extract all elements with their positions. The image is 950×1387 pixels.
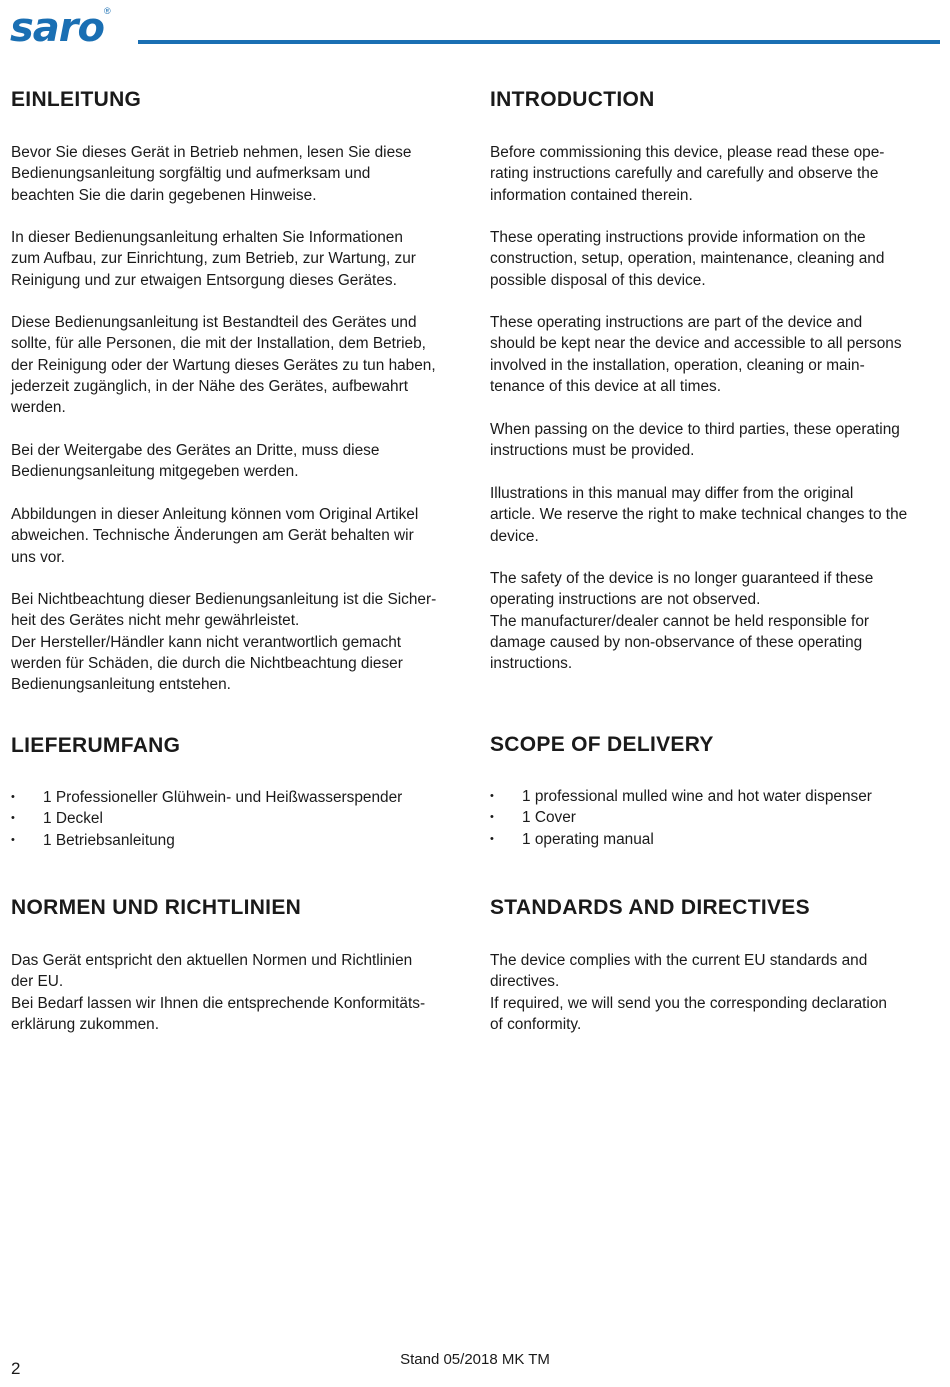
list-item-text: 1 Cover [522, 809, 576, 827]
intro-paragraph-en-4 [490, 419, 945, 462]
text-line: rating instructions carefully and carefully and observe the [490, 165, 879, 183]
text-line: beachten Sie die darin gegebenen Hinweise. [11, 186, 317, 204]
text-line: jederzeit zugänglich, in der Nähe des Gerätes, aufbewahrt [11, 377, 408, 395]
text-line: of conformity. [490, 1015, 582, 1033]
text-line: abweichen. Technische Änderungen am Gerät behalten wir [11, 527, 414, 545]
text-line: instructions must be provided. [490, 442, 695, 460]
text-line: Diese Bedienungsanleitung ist Bestandteil des Gerätes und [11, 314, 417, 331]
text-line: In dieser Bedienungsanleitung erhalten Sie Informationen [11, 229, 403, 246]
text-line: zum Aufbau, zur Einrichtung, zum Betrieb, zur Wartung, zur [11, 250, 416, 268]
text-line: Illustrations in this manual may differ from the original [490, 485, 854, 502]
text-line: werden. [11, 399, 66, 417]
text-line: article. We reserve the right to make technical changes to the [490, 506, 908, 524]
intro-paragraph-de-2 [11, 227, 466, 291]
text-line: uns vor. [11, 548, 65, 566]
text-line: These operating instructions provide information on the [490, 229, 866, 246]
text-line: information contained therein. [490, 186, 693, 204]
page-number: 2 [11, 1359, 21, 1378]
intro-paragraph-en-3 [490, 312, 945, 397]
intro-paragraph-en-5 [490, 483, 945, 547]
list-item-text: 1 Professioneller Glühwein- und Heißwasserspender [43, 789, 403, 806]
delivery-list-en [490, 786, 872, 850]
text-line: If required, we will send you the corresponding declaration [490, 994, 887, 1012]
list-item [490, 807, 872, 828]
intro-title-de: EINLEITUNG [11, 88, 142, 111]
page-header [0, 0, 950, 60]
text-line: Bei Bedarf lassen wir Ihnen die entsprechende Konformitäts- [11, 994, 426, 1012]
text-line: Reinigung und zur etwaigen Entsorgung dieses Gerätes. [11, 271, 397, 289]
delivery-title-de: LIEFERUMFANG [11, 734, 181, 757]
standards-paragraph-en [490, 950, 945, 1035]
text-line: construction, setup, operation, maintenance, cleaning and [490, 250, 885, 268]
list-item-text: 1 Deckel [43, 810, 103, 828]
text-line: tenance of this device at all times. [490, 377, 721, 395]
intro-paragraph-en-6 [490, 568, 945, 674]
bullet-icon: • [490, 790, 494, 802]
text-line: der EU. [11, 973, 64, 991]
bullet-icon: • [11, 791, 15, 803]
bullet-icon: • [11, 833, 15, 846]
text-line: werden für Schäden, die durch die Nichtbeachtung dieser [11, 654, 403, 672]
text-line: Before commissioning this device, please read these ope- [490, 144, 885, 161]
intro-title-en: INTRODUCTION [490, 88, 655, 111]
text-line: Der Hersteller/Händler kann nicht verantwortlich gemacht [11, 633, 402, 651]
bullet-icon: • [490, 811, 494, 824]
logo-wordmark: saro [10, 5, 105, 51]
text-line: Bedienungsanleitung sorgfältig und aufmerksam und [11, 165, 371, 183]
bullet-icon: • [11, 812, 15, 825]
text-line: sollte, für alle Personen, die mit der Installation, dem Betrieb, [11, 335, 426, 353]
text-line: Das Gerät entspricht den aktuellen Normen und Richtlinien [11, 952, 413, 969]
list-item [11, 808, 402, 829]
text-line: involved in the installation, operation, cleaning or main- [490, 356, 865, 374]
text-line: Abbildungen in dieser Anleitung können vom Original Artikel [11, 506, 419, 523]
list-item [11, 787, 402, 808]
list-item [11, 830, 402, 851]
text-line: damage caused by non-observance of these operating [490, 633, 863, 651]
text-line: directives. [490, 973, 560, 991]
list-item-text: 1 operating manual [522, 830, 654, 848]
intro-paragraph-de-4 [11, 440, 466, 483]
delivery-title-en: SCOPE OF DELIVERY [490, 733, 714, 756]
text-line: The safety of the device is no longer guaranteed if these [490, 570, 874, 587]
text-line: should be kept near the device and accessible to all persons [490, 335, 902, 353]
standards-title-en: STANDARDS AND DIRECTIVES [490, 896, 810, 919]
text-line: instructions. [490, 655, 573, 673]
intro-paragraph-en-2 [490, 227, 945, 291]
list-item [490, 786, 872, 807]
text-line: possible disposal of this device. [490, 271, 706, 289]
footer-stand: Stand 05/2018 MK TM [400, 1351, 550, 1368]
text-line: heit des Gerätes nicht mehr gewährleistet. [11, 612, 300, 630]
intro-paragraph-de-5 [11, 504, 466, 568]
text-line: device. [490, 527, 539, 545]
saro-logo [10, 5, 111, 51]
standards-paragraph-de [11, 950, 466, 1035]
text-line: Bei der Weitergabe des Gerätes an Dritte, muss diese [11, 442, 380, 459]
header-rule [138, 40, 940, 44]
text-line: Bedienungsanleitung mitgegeben werden. [11, 463, 299, 481]
list-item [490, 829, 872, 850]
intro-paragraph-de-1 [11, 142, 466, 206]
text-line: When passing on the device to third parties, these operating [490, 421, 900, 438]
intro-paragraph-en-1 [490, 142, 945, 206]
list-item-text: 1 professional mulled wine and hot water dispenser [522, 788, 872, 805]
intro-paragraph-de-6 [11, 589, 466, 695]
text-line: erklärung zukommen. [11, 1015, 159, 1033]
text-line: Bei Nichtbeachtung dieser Bedienungsanleitung ist die Sicher- [11, 591, 437, 608]
text-line: operating instructions are not observed. [490, 591, 761, 609]
text-line: These operating instructions are part of the device and [490, 314, 863, 331]
delivery-list-de [11, 787, 402, 851]
registered-mark: ® [104, 6, 111, 16]
text-line: The manufacturer/dealer cannot be held responsible for [490, 612, 870, 630]
list-item-text: 1 Betriebsanleitung [43, 831, 175, 849]
bullet-icon: • [490, 832, 494, 845]
text-line: der Reinigung oder der Wartung dieses Gerätes zu tun haben, [11, 356, 436, 374]
intro-paragraph-de-3 [11, 312, 466, 418]
standards-title-de: NORMEN UND RICHTLINIEN [11, 896, 302, 919]
text-line: The device complies with the current EU standards and [490, 952, 868, 969]
text-line: Bevor Sie dieses Gerät in Betrieb nehmen, lesen Sie diese [11, 144, 412, 161]
text-line: Bedienungsanleitung entstehen. [11, 676, 231, 694]
